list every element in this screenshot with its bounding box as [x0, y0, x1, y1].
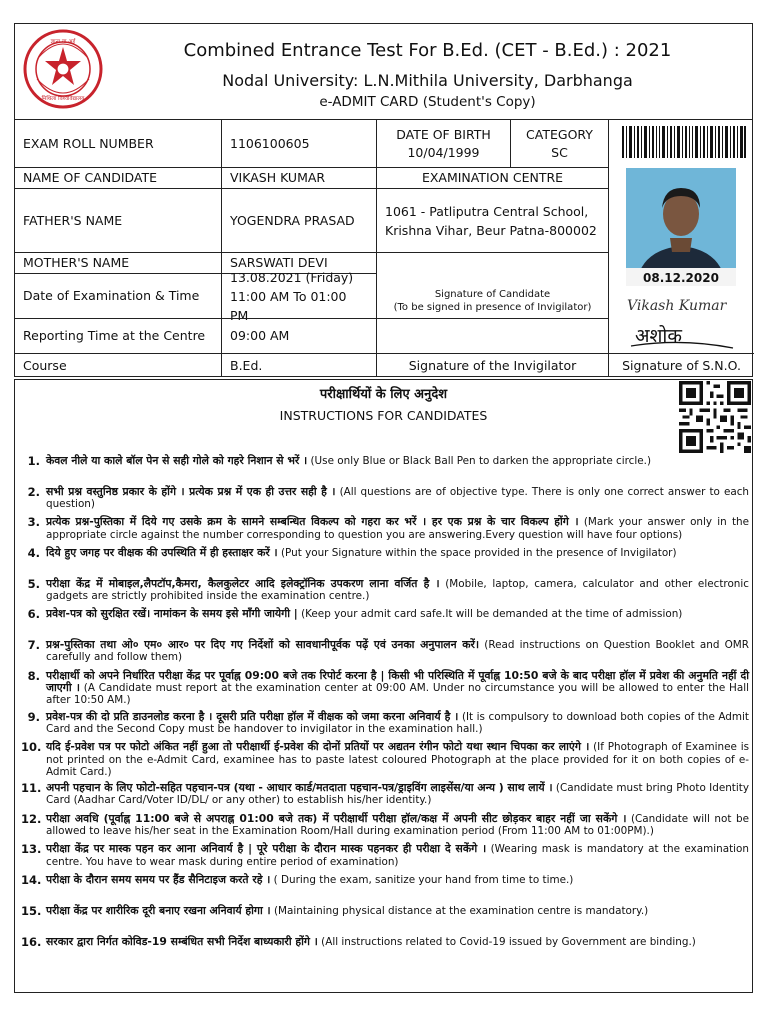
instruction-item	[21, 547, 749, 574]
instruction-number: 9.	[27, 709, 40, 724]
instruction-english: (If Photograph of Examinee is not printed on the e-Admit Card, examinee has to paste latest coloured Photograph at the place provided for it on both copies of e-Admit Card.)	[46, 741, 749, 778]
barcode-icon	[622, 126, 746, 158]
father-value: YOGENDRA PRASAD	[221, 188, 376, 252]
instruction-english: (Put your Signature within the space provided in the presence of Invigilator)	[280, 547, 677, 560]
instruction-number: 1.	[27, 454, 40, 468]
candidate-signature-text: Vikash Kumar	[627, 298, 727, 314]
roll-value: 1106100605	[221, 120, 376, 167]
sig-candidate-note: (To be signed in presence of Invigilator)	[393, 302, 592, 313]
sno-signature-text: अशोक	[635, 325, 682, 347]
instruction-number: 14.	[21, 873, 42, 888]
sno-signature-image	[621, 318, 741, 352]
sig-candidate-label: Signature of Candidate	[434, 289, 551, 300]
course-label: Course	[15, 353, 221, 377]
instruction-hindi: प्रवेश-पत्र की दो प्रति डाउनलोड करना है । दूसरी प्रति परीक्षा हॉल में वीक्षक को जमा करना अनिवार्य है ।	[46, 709, 459, 723]
category-value: SC	[551, 144, 568, 160]
exam-date-cell	[221, 269, 376, 323]
instruction-item	[21, 578, 749, 605]
instruction-item	[21, 516, 749, 543]
instruction-hindi: केवल नीले या काले बॉल पेन से सही गोले को गहरे निशान से भरें ।	[46, 454, 308, 467]
instruction-item	[21, 486, 749, 513]
photo-date: 08.12.2020	[643, 271, 719, 285]
instruction-hindi: परीक्षा के दौरान समय समय पर हैंड सैनिटाइज करते रहे ।	[46, 873, 271, 887]
instruction-hindi: प्रश्न-पुस्तिका तथा ओ० एम० आर० पर दिए गए निर्देशों को सावधानीपूर्वक पढ़ें एवं उनका अनुपालन करें।	[46, 638, 480, 652]
instruction-item	[21, 670, 749, 707]
exam-time-value: 11:00 AM To 01:00 PM	[230, 288, 347, 323]
instruction-hindi: प्रवेश-पत्र को सुरक्षित रखें। नामांकन के समय इसे माँगी जायेगी |	[46, 607, 298, 621]
card-type: e-ADMIT CARD (Student's Copy)	[319, 94, 536, 110]
dob-cell	[376, 120, 510, 167]
instruction-item	[21, 741, 749, 778]
sno-label: Signature of S.N.O.	[608, 353, 754, 377]
instruction-english: ( During the exam, sanitize your hand from time to time.)	[273, 874, 574, 887]
instruction-item	[21, 608, 749, 635]
instruction-hindi: दिये हुए जगह पर वीक्षक की उपस्थिति में ही हस्ताक्षर करें ।	[46, 546, 278, 560]
instruction-number: 3.	[27, 515, 40, 530]
instruction-number: 13.	[21, 842, 42, 857]
instruction-hindi: परीक्षा केंद्र पर शारीरिक दूरी बनाए रखना अनिवार्य होगा ।	[46, 903, 271, 917]
instruction-number: 4.	[27, 546, 40, 561]
candidate-photo	[626, 168, 736, 286]
dob-value: 10/04/1999	[407, 144, 480, 160]
instruction-hindi: परीक्षा केंद्र पर मास्क पहन कर आना अनिवार्य है | पूरे परीक्षा के दौरान मास्क पहनकर ही परीक्षा दे सकेंगे ।	[46, 842, 487, 856]
invigilator-signature-box	[376, 318, 608, 353]
instructions-list	[21, 455, 749, 966]
instruction-number: 5.	[27, 576, 40, 591]
instruction-hindi: अपनी पहचान के लिए फोटो-सहित पहचान-पत्र (यथा - आधार कार्ड/मतदाता पहचान-पत्र/ड्राइविंग लाइसेंस/या अन्य ) साथ लायें ।	[46, 781, 553, 795]
candidate-signature-box	[376, 252, 608, 318]
svg-text:मिथिला विश्वविद्यालय: मिथिला विश्वविद्यालय	[41, 96, 85, 102]
instruction-number: 7.	[27, 638, 40, 653]
instruction-hindi: परीक्षार्थी को अपने निर्धारित परीक्षा केंद्र पर पूर्वाह्न 09:00 बजे तक रिपोर्ट करना है | किसी भी परिस्थिति में पूर्वाह्न 10:50 बजे के बाद परीक्षा हॉल में प्रवेश की अनुमति नहीं दी जाएगी ।	[46, 668, 749, 695]
instruction-item	[21, 455, 749, 482]
university-logo-icon	[23, 29, 103, 109]
centre-label: EXAMINATION CENTRE	[376, 167, 608, 188]
course-value: B.Ed.	[221, 353, 376, 377]
instruction-hindi: सरकार द्वारा निर्गत कोविड-19 सम्बंधित सभी निर्देश बाध्यकारी होंगे ।	[46, 934, 318, 948]
instruction-item	[21, 813, 749, 840]
instruction-hindi: प्रत्येक प्रश्न-पुस्तिका में दिये गए उसके क्रम के सामने सम्बन्धित विकल्प को गहरा कर भरें । हर एक प्रश्न के चार विकल्प होंगे ।	[46, 515, 579, 529]
instruction-number: 8.	[27, 668, 40, 683]
instruction-hindi: परीक्षा केंद्र में मोबाइल,लैपटॉप,कैमरा, कैलकुलेटर आदि इलेक्ट्रॉनिक उपकरण लाना वर्जित है ।	[46, 576, 440, 590]
instruction-item	[21, 711, 749, 738]
instruction-number: 12.	[21, 811, 42, 826]
instruction-english: (Maintaining physical distance at the examination centre is mandatory.)	[273, 904, 649, 917]
instruction-english: (It is compulsory to download both copies of the Admit Card and the Second Copy must be handover to invigilator in the examination hall.)	[46, 710, 749, 735]
instruction-number: 15.	[21, 903, 42, 918]
instruction-item	[21, 782, 749, 809]
instruction-english: (Candidate will not be allowed to leave his/her seat in the Examination Room/Hall during examination period (From 11:00 AM to 01:00PM).)	[46, 812, 749, 837]
reporting-value: 09:00 AM	[221, 318, 376, 353]
header	[14, 23, 753, 120]
page-title: Combined Entrance Test For B.Ed. (CET - B.Ed.) : 2021	[183, 40, 672, 61]
instruction-hindi: सभी प्रश्न वस्तुनिष्ठ प्रकार के होंगे । प्रत्येक प्रश्न में एक ही उत्तर सही है ।	[46, 484, 336, 498]
roll-label: EXAM ROLL NUMBER	[23, 135, 154, 151]
category-cell	[510, 120, 608, 167]
candidate-signature-image	[621, 288, 745, 320]
instruction-number: 6.	[27, 607, 40, 622]
exam-date-label: Date of Examination & Time	[15, 273, 221, 318]
reporting-label: Reporting Time at the Centre	[15, 318, 221, 353]
instruction-item	[21, 639, 749, 666]
instruction-english: (Mark your answer only in the appropriate circle against the number corresponding to question you are answering.Every question will have four options)	[46, 516, 749, 541]
instruction-hindi: परीक्षा अवधि (पूर्वाह्न 11:00 बजे से अपराह्न 01:00 बजे तक) में परीक्षार्थी परीक्षा हॉल/कक्ष में अपनी सीट छोड़कर बाहर नहीं जा सकेंगे ।	[46, 811, 627, 825]
instruction-item	[21, 905, 749, 932]
name-value: VIKASH KUMAR	[221, 167, 376, 188]
instruction-number: 10.	[21, 740, 42, 755]
instruction-item	[21, 874, 749, 901]
instruction-item	[21, 843, 749, 870]
instruction-english: (Read instructions on Question Booklet and OMR carefully and follow them)	[46, 639, 749, 664]
instructions-title: INSTRUCTIONS FOR CANDIDATES	[279, 408, 488, 423]
centre-value: 1061 - Patliputra Central School, Krishna Vihar, Beur Patna-800002	[376, 188, 608, 252]
dob-label: DATE OF BIRTH	[396, 126, 491, 142]
qr-code-icon	[679, 381, 751, 453]
category-label: CATEGORY	[526, 126, 593, 142]
instruction-number: 16.	[21, 934, 42, 949]
name-label: NAME OF CANDIDATE	[15, 167, 221, 188]
instruction-number: 11.	[21, 781, 42, 796]
candidate-info-table	[14, 120, 753, 377]
instructions-section	[14, 379, 753, 993]
instruction-english: (Candidate must bring Photo Identity Card (Aadhar Card/Voter ID/DL/ or any other) to establish his/her identity.)	[46, 782, 749, 807]
mother-value: SARSWATI DEVI	[221, 252, 376, 273]
instruction-english: (All instructions related to Covid-19 issued by Government are binding.)	[321, 935, 696, 948]
invigilator-label: Signature of the Invigilator	[376, 353, 608, 377]
svg-text:ज्ञाना या अर्ह: ज्ञाना या अर्ह	[50, 39, 76, 45]
university-name: Nodal University: L.N.Mithila University, Darbhanga	[222, 71, 633, 90]
instruction-item	[21, 936, 749, 963]
instruction-english: (Use only Blue or Black Ball Pen to darken the appropriate circle.)	[310, 455, 652, 467]
instruction-hindi: यदि ई-प्रवेश पत्र पर फोटो अंकित नहीं हुआ तो परीक्षार्थी ई-प्रवेश की दोनों प्रतियों पर अद्यतन रंगीन फोटो यथा स्थान चिपका कर लाएंगे ।	[46, 740, 590, 754]
exam-date-value: 13.08.2021 (Friday)	[230, 269, 354, 285]
instruction-english: (Keep your admit card safe.It will be demanded at the time of admission)	[301, 608, 683, 621]
instruction-english: (Mobile, laptop, camera, calculator and other electronic gadgets are strictly prohibited inside the examination centre.)	[46, 577, 749, 602]
father-label: FATHER'S NAME	[15, 188, 221, 252]
instructions-hindi-title: परीक्षार्थियों के लिए अनुदेश	[319, 387, 448, 402]
instruction-english: (Wearing mask is mandatory at the examination centre. You have to wear mask during entire period of examination)	[46, 843, 749, 868]
instruction-english: (All questions are of objective type. There is only one correct answer to each question)	[46, 485, 750, 510]
mother-label: MOTHER'S NAME	[15, 252, 221, 273]
instruction-english: (A Candidate must report at the examination center at 09:00 AM. Under no circumstance you will be allowed to enter the Hall after 10:50 AM.)	[46, 682, 749, 707]
instruction-number: 2.	[27, 484, 40, 499]
